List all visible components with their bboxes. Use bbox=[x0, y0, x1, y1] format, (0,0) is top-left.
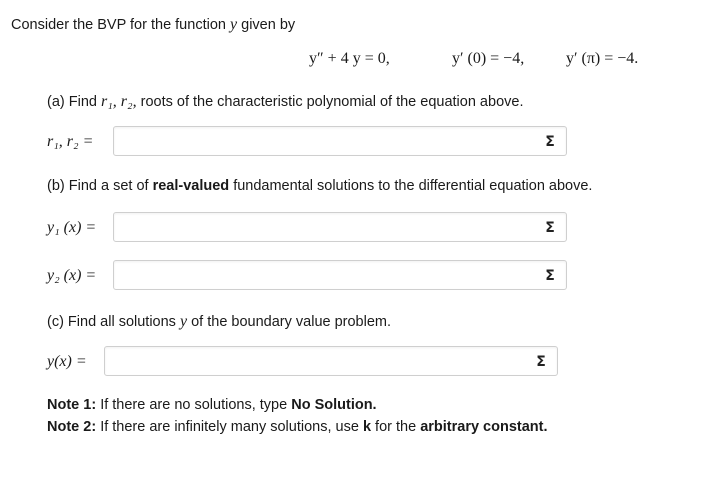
y-answer-label: y(x) = bbox=[47, 353, 87, 370]
y2-answer-label: y₂ (x) = bbox=[47, 267, 97, 284]
y1-answer-label: y₁ (x) = bbox=[47, 219, 97, 236]
sigma-icon[interactable]: Σ bbox=[545, 134, 555, 150]
part-b-prompt bbox=[47, 178, 592, 194]
boundary-condition-2: y′ (π) = −4. bbox=[566, 50, 639, 67]
note-1 bbox=[47, 397, 377, 413]
note-1-text: If there are no solutions, type bbox=[100, 397, 288, 413]
boundary-condition-1: y′ (0) = −4, bbox=[452, 50, 525, 67]
note-1-label: Note 1: bbox=[47, 397, 97, 413]
part-c-var: y bbox=[179, 313, 188, 330]
note-2-k: k bbox=[362, 419, 372, 435]
y-answer-field[interactable] bbox=[104, 346, 558, 376]
intro-text-before: Consider the BVP for the function bbox=[11, 17, 226, 33]
ode-equation: y″ + 4 y = 0, bbox=[309, 50, 390, 67]
part-a-label: (a) Find bbox=[47, 94, 97, 110]
part-c-suffix: of the boundary value problem. bbox=[191, 314, 392, 330]
y1-answer-field[interactable] bbox=[113, 212, 567, 242]
part-c-prompt bbox=[47, 313, 391, 331]
part-a-vars: r₁, r₂, bbox=[101, 93, 137, 110]
note-2 bbox=[47, 419, 548, 435]
note-2-label: Note 2: bbox=[47, 419, 97, 435]
sigma-icon[interactable]: Σ bbox=[536, 354, 546, 370]
part-b-suffix: fundamental solutions to the differential equation above. bbox=[233, 178, 593, 194]
part-a-rest: roots of the characteristic polynomial of the equation above. bbox=[140, 94, 524, 110]
note-2-text-a: If there are infinitely many solutions, use bbox=[100, 419, 359, 435]
roots-answer-field[interactable] bbox=[113, 126, 567, 156]
sigma-icon[interactable]: Σ bbox=[545, 220, 555, 236]
part-a-prompt bbox=[47, 93, 523, 111]
roots-answer-label: r₁, r₂ = bbox=[47, 133, 94, 150]
y2-answer-field[interactable] bbox=[113, 260, 567, 290]
intro-text-after: given by bbox=[241, 17, 296, 33]
note-2-text-b: for the bbox=[375, 419, 417, 435]
part-b-bold: real-valued bbox=[152, 178, 230, 194]
sigma-icon[interactable]: Σ bbox=[545, 268, 555, 284]
note-2-bold: arbitrary constant. bbox=[420, 419, 548, 435]
part-c-prefix: (c) Find all solutions bbox=[47, 314, 176, 330]
problem-intro bbox=[11, 16, 295, 34]
part-b-prefix: (b) Find a set of bbox=[47, 178, 149, 194]
note-1-bold: No Solution. bbox=[291, 397, 377, 413]
intro-var: y bbox=[229, 16, 238, 33]
